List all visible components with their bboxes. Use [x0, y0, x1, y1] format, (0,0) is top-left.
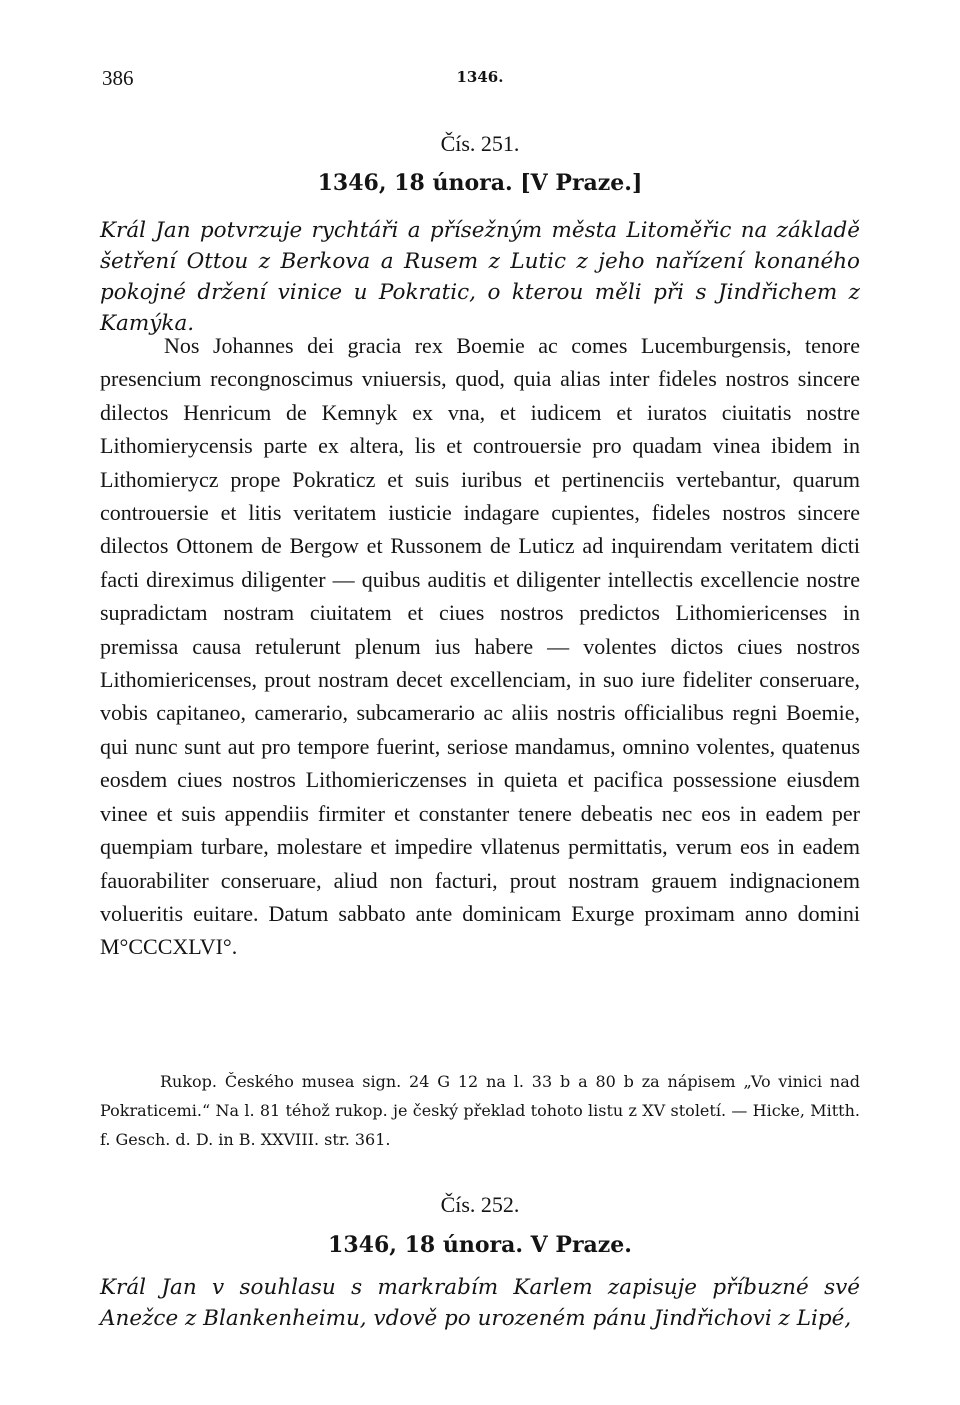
regest-252: Král Jan v souhlasu s markrabím Karlem zapisuje příbuzné své Anežce z Blankenheimu, vdově po urozeném pánu Jindřichovi z Lipé, [100, 1275, 860, 1331]
latin-text-251: Nos Johannes dei gracia rex Boemie ac comes Lucemburgensis, tenore presencium recongnoscimus vniuersis, quod, quia alias inter fideles nostros sincere dilectos Henricum de Kemnyk ex vna, et iudicem et iuratos ciuitatis nostre Lithomierycensis parte ex altera, lis et controuersie pro quadam vinea ibidem in Lithomierycz prope Pokraticz et suis iuribus et pertinenciis vertebantur, quarum controuersie et litis veritatem iusticie indagare cupientes, fideles nostros sincere dilectos Ottonem de Bergow et Russonem de Luticz ad inquirendam veritatem dicti facti direximus diligenter — quibus auditis et diligenter intellectis excellencie nostre supradictam nostram ciuitatem et ciues nostros predictos Lithomiericenses in premissa causa retulerunt plenum ius habere — volentes dictos ciues nostros Lithomiericenses, prout nostram decet excellenciam, in suo iure fideliter conseruare, vobis capitaneo, camerario, subcamerario ac aliis nostris officialibus regni Boemie, qui nunc sunt aut pro tempore fuerint, seriose mandamus, omnino volentes, quatenus eosdem ciues nostros Lithomiericzenses in quieta et pacifica possessione eiusdem vinee et suis appendiis firmiter et constanter tenere debeatis nec eos in eadem per quempiam turbare, molestare et impedire vllatenus permittatis, verum eos in eadem fauorabiliter conseruare, aliud non facturi, prout nostram grauem indignacionem volueritis euitare. Datum sabbato ante dominicam Exurge proximam anno domini M°CCCXLVI°. [100, 333, 860, 960]
document-number-251: Čís. 251. [440, 131, 520, 156]
source-note-251: Rukop. Českého musea sign. 24 G 12 na l. 33 b a 80 b za nápisem „Vo vinici nad Pokraticemi.“ Na l. 81 téhož rukop. je český překlad tohoto listu z XV století. — Hicke, Mitth. f. Gesch. d. D. in B. XXVIII. str. 361. [100, 1072, 860, 1149]
document-date-251: 1346, 18 února. [V Praze.] [317, 170, 643, 196]
document-date-252: 1346, 18 února. V Praze. [328, 1232, 632, 1258]
running-head [100, 66, 860, 96]
page-number: 386 [102, 66, 134, 90]
running-year: 1346. [456, 68, 504, 86]
regest-251: Král Jan potvrzuje rychtáři a přísežným města Litoměřic na základě šetření Ottou z Berkova a Rusem z Lutic z jeho nařízení konaného pokojné držení vinice u Pokratic, o kterou měli při s Jindřichem z Kamýka. [100, 218, 860, 336]
document-number-252: Čís. 252. [440, 1192, 520, 1217]
